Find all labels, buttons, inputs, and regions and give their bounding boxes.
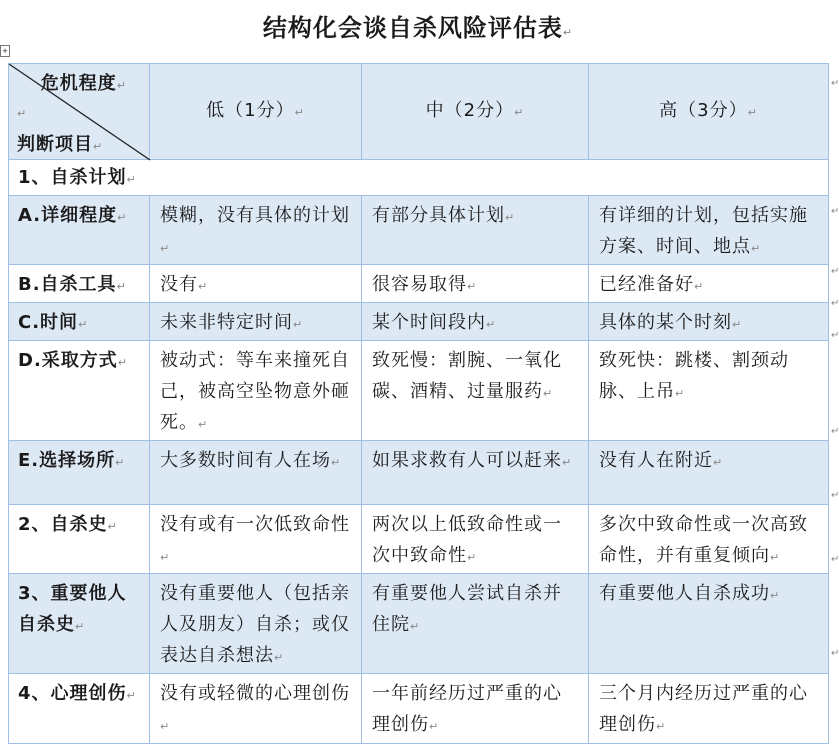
row-end-mark: ↵ [831,266,839,277]
cell-high: 有详细的计划，包括实施方案、时间、地点↵ [589,196,829,265]
row-end-mark: ↵ [831,330,839,341]
cell-medium: 有重要他人尝试自杀并住院↵ [362,574,589,674]
cell-high: 有重要他人自杀成功↵ [589,574,829,674]
section-row-suicide-plan [9,160,829,196]
row-end-mark: ↵ [831,490,839,501]
row-label: E.选择场所↵ [9,441,150,505]
cell-low: 模糊，没有具体的计划↵ [150,196,362,265]
cell-high: 已经准备好↵ [589,265,829,303]
cell-low: 被动式：等车来撞死自己，被高空坠物意外砸死。↵ [150,341,362,441]
table-row [9,674,829,744]
cell-medium: 有部分具体计划↵ [362,196,589,265]
cell-high: 具体的某个时刻↵ [589,303,829,341]
row-end-mark: ↵ [831,426,839,437]
row-label: 3、重要他人自杀史↵ [9,574,150,674]
cell-low: 没有或轻微的心理创伤↵ [150,674,362,744]
cell-low: 大多数时间有人在场↵ [150,441,362,505]
cell-low: 未来非特定时间↵ [150,303,362,341]
table-row [9,196,829,265]
row-end-mark: ↵ [831,206,839,217]
table-anchor-icon[interactable]: + [0,45,10,57]
row-label: C.时间↵ [9,303,150,341]
cell-medium: 一年前经历过严重的心理创伤↵ [362,674,589,744]
cell-medium: 两次以上低致命性或一次中致命性↵ [362,505,589,574]
cell-low: 没有↵ [150,265,362,303]
table-row [9,341,829,441]
header-medium: 中（2分）↵ [362,64,589,160]
row-end-mark: ↵ [831,648,839,659]
table-row [9,505,829,574]
empty-para-mark: ↵ [17,107,28,120]
cell-high: 致死快：跳楼、割颈动脉、上吊↵ [589,341,829,441]
cell-medium: 很容易取得↵ [362,265,589,303]
table-header-row [9,64,829,160]
row-label: D.采取方式↵ [9,341,150,441]
cell-medium: 某个时间段内↵ [362,303,589,341]
row-end-mark: ↵ [831,298,839,309]
table-row [9,265,829,303]
table-row [9,441,829,505]
row-label: A.详细程度↵ [9,196,150,265]
cell-high: 没有人在附近↵ [589,441,829,505]
row-label: 4、心理创伤↵ [9,674,150,744]
table-row [9,303,829,341]
row-label: 2、自杀史↵ [9,505,150,574]
table-row [9,574,829,674]
document-title: 结构化会谈自杀风险评估表↵ [262,14,574,42]
row-end-mark: ↵ [831,554,839,565]
header-severity-label: 危机程度↵ [40,73,127,94]
cell-medium: 如果求救有人可以赶来↵ [362,441,589,505]
cell-high: 三个月内经历过严重的心理创伤↵ [589,674,829,744]
risk-assessment-table [8,63,829,744]
cell-medium: 致死慢：割腕、一氧化碳、酒精、过量服药↵ [362,341,589,441]
section-label: 1、自杀计划↵ [9,160,829,196]
header-high: 高（3分）↵ [589,64,829,160]
header-low: 低（1分）↵ [150,64,362,160]
cell-high: 多次中致命性或一次高致命性，并有重复倾向↵ [589,505,829,574]
row-end-mark: ↵ [831,78,839,89]
cell-low: 没有或有一次低致命性↵ [150,505,362,574]
header-item-label: 判断项目↵ [17,134,104,155]
diagonal-header-cell [9,64,150,160]
row-label: B.自杀工具↵ [9,265,150,303]
cell-low: 没有重要他人（包括亲人及朋友）自杀；或仅表达自杀想法↵ [150,574,362,674]
